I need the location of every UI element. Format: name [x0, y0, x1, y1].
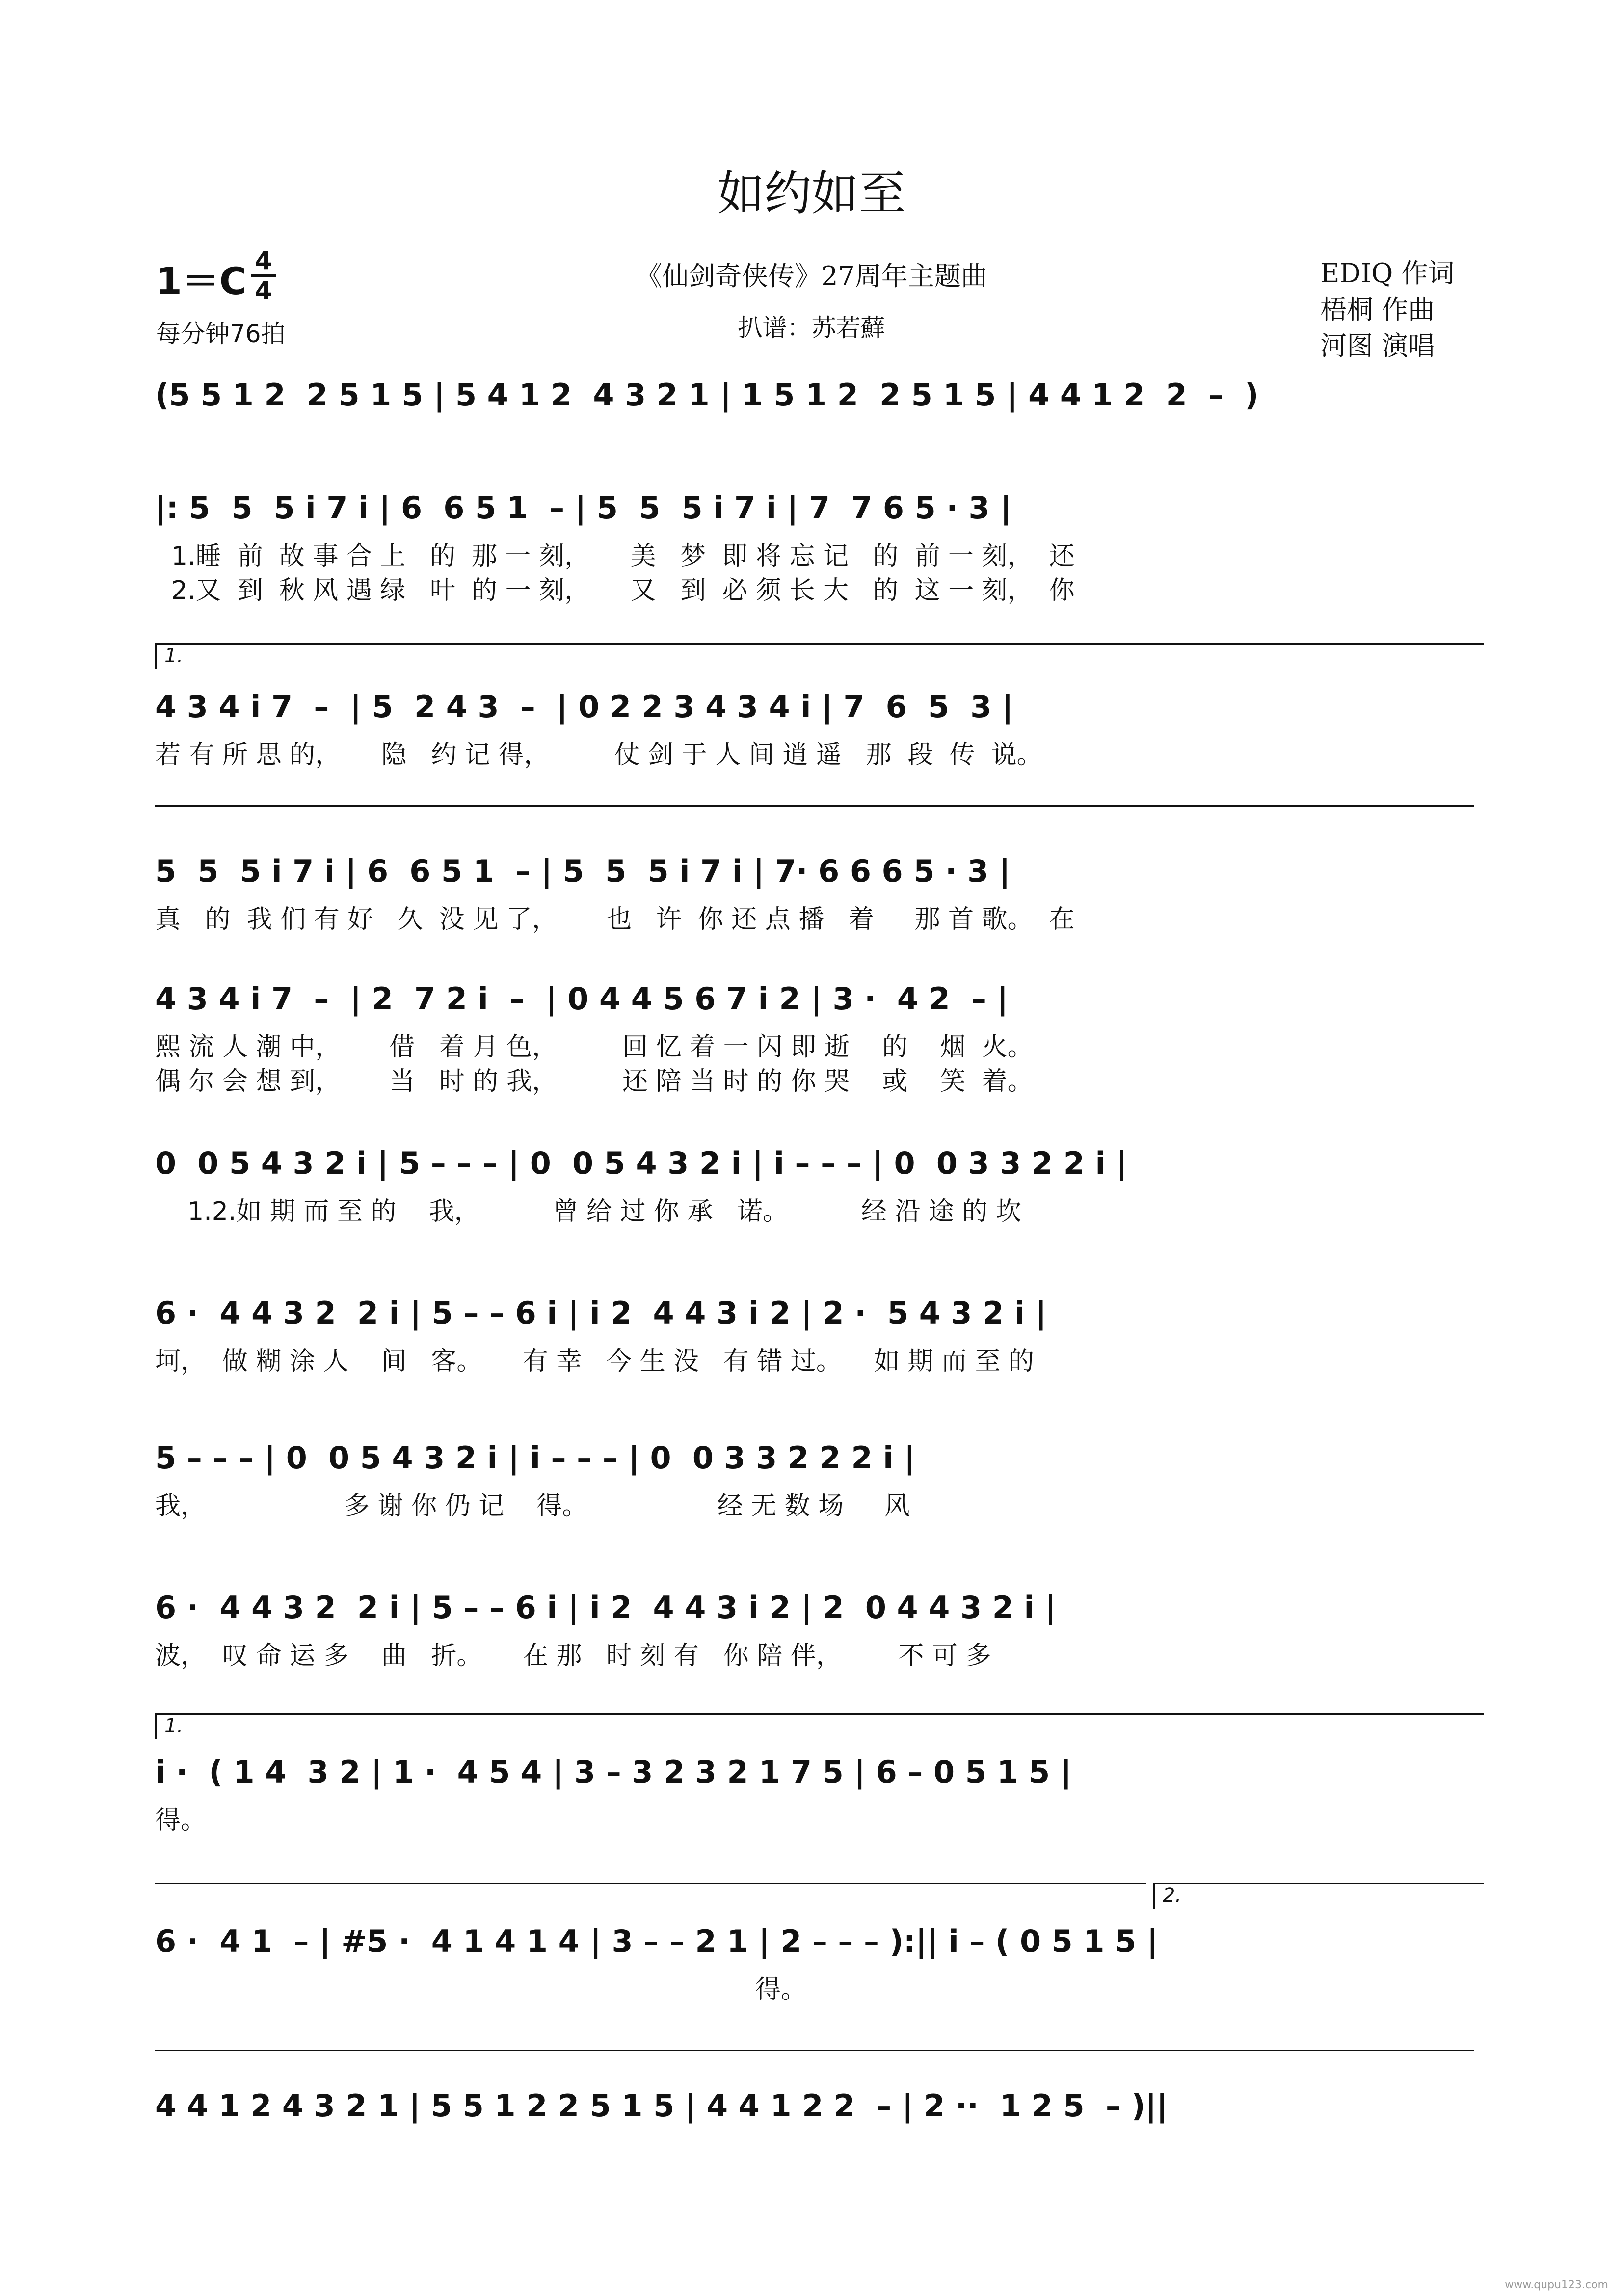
- score-system-8: [155, 1583, 1474, 1681]
- composer-credit: 梧桐 作曲: [1320, 294, 1435, 325]
- notation-line: 6 · 4 4 3 2 2 i | 5 – – 6 i | i 2 4 4 3 i 2 | 2 0 4 4 3 2 i |: [155, 1590, 1056, 1625]
- time-top: 4: [255, 246, 272, 275]
- score-system-9: [155, 1748, 1474, 1846]
- transcriber-credit: 扒谱：苏若蘚: [738, 314, 885, 342]
- volta-bracket-1: 1.: [155, 643, 1484, 669]
- singer-credit: 河图 演唱: [1320, 330, 1435, 361]
- lyric-verse-1: 坷， 做 糊 涂 人 间 客。 有 幸 今 生 没 有 错 过。 如 期 而 至 的: [155, 1347, 1035, 1376]
- notation-line: 0 0 5 4 3 2 i | 5 – – – | 0 0 5 4 3 2 i | i – – – | 0 0 3 3 2 2 i |: [155, 1145, 1127, 1181]
- score-system-intro: [155, 371, 1474, 425]
- notation-line: 5 – – – | 0 0 5 4 3 2 i | i – – – | 0 0 3 3 2 2 2 i |: [155, 1440, 915, 1476]
- tempo-marking: 每分钟76拍: [156, 320, 286, 348]
- time-bottom: 4: [255, 276, 272, 305]
- score-system-5: [155, 1139, 1474, 1237]
- notation-line: i · ( 1 4 3 2 | 1 · 4 5 4 | 3 – 3 2 3 2 1 7 5 | 6 – 0 5 1 5 |: [155, 1754, 1072, 1790]
- lyric-verse-1: 真 的 我 们 有 好 久 没 见 了， 也 许 你 还 点 播 着 那 首 歌。 在: [155, 905, 1075, 934]
- volta-bracket-second-ending: 2.: [1153, 1883, 1484, 1909]
- divider-line: [155, 1883, 1146, 1884]
- site-watermark: www.qupu123.com: [1505, 2279, 1608, 2291]
- lyric-verse-1: 熙 流 人 潮 中， 借 着 月 色， 回 忆 着 一 闪 即 逝 的 烟 火。: [155, 1032, 1033, 1062]
- score-system-outro: [155, 2081, 1474, 2155]
- lyric-verse-2: 偶 尔 会 想 到， 当 时 的 我， 还 陪 当 时 的 你 哭 或 笑 着。: [155, 1067, 1033, 1096]
- notation-line: 5 5 5 i 7 i | 6 6 5 1 – | 5 5 5 i 7 i | 7· 6 6 6 5 · 3 |: [155, 853, 1011, 889]
- score-system-10: [155, 1917, 1474, 2015]
- notation-line: |: 5 5 5 i 7 i | 6 6 5 1 – | 5 5 5 i 7 i | 7 7 6 5 · 3 |: [155, 490, 1011, 526]
- lyric-verse-1: 波， 叹 命 运 多 曲 折。 在 那 时 刻 有 你 陪 伴， 不 可 多: [155, 1641, 991, 1671]
- notation-line: 4 4 1 2 4 3 2 1 | 5 5 1 2 2 5 1 5 | 4 4 1 2 2 – | 2 ·· 1 2 5 – )||: [155, 2088, 1168, 2124]
- score-system-3: [155, 847, 1474, 945]
- song-subtitle: 《仙剑奇侠传》27周年主题曲: [636, 261, 987, 292]
- score-system-7: [155, 1433, 1474, 1532]
- divider-line: [155, 805, 1474, 807]
- lyric-verse-1: 1.2.如 期 而 至 的 我， 曾 给 过 你 承 诺。 经 沿 途 的 坎: [155, 1197, 1021, 1226]
- lyric-verse-1: 若 有 所 思 的， 隐 约 记 得， 仗 剑 于 人 间 逍 遥 那 段 传 说。: [155, 740, 1042, 770]
- notation-line: 6 · 4 4 3 2 2 i | 5 – – 6 i | i 2 4 4 3 i 2 | 2 · 5 4 3 2 i |: [155, 1295, 1047, 1331]
- lyric-verse-2: 2.又 到 秋 风 遇 绿 叶 的 一 刻， 又 到 必 须 长 大 的 这 一 刻， 你: [155, 576, 1075, 605]
- notation-line: 4 3 4 i 7 – | 5 2 4 3 – | 0 2 2 3 4 3 4 i | 7 6 5 3 |: [155, 689, 1013, 725]
- notation-line: (5 5 1 2 2 5 1 5 | 5 4 1 2 4 3 2 1 | 1 5 1 2 2 5 1 5 | 4 4 1 2 2 – ): [155, 377, 1259, 413]
- volta-bracket-2: 1.: [155, 1713, 1484, 1739]
- song-title: 如约如至: [717, 166, 906, 221]
- lyric-verse-1: 1.睡 前 故 事 合 上 的 那 一 刻， 美 梦 即 将 忘 记 的 前 一 刻， 还: [155, 541, 1075, 571]
- score-system-2: [155, 682, 1474, 781]
- lyric-verse-1: 我， 多 谢 你 仍 记 得。 经 无 数 场 风: [155, 1491, 910, 1521]
- key-signature: 1＝C: [156, 259, 247, 303]
- score-system-1: [155, 484, 1474, 606]
- notation-line: 6 · 4 1 – | #5 · 4 1 4 1 4 | 3 – – 2 1 | 2 – – – ):|| i – ( 0 5 1 5 |: [155, 1923, 1158, 1959]
- lyricist-credit: EDIQ 作词: [1320, 258, 1455, 289]
- credits-block: [1320, 255, 1454, 364]
- notation-line: 4 3 4 i 7 – | 2 7 2 i – | 0 4 4 5 6 7 i 2 | 3 · 4 2 – |: [155, 981, 1009, 1017]
- score-system-4: [155, 974, 1474, 1097]
- lyric-verse-1: 得。: [155, 1806, 207, 1835]
- lyric-verse-1: 得。: [155, 1975, 807, 2004]
- score-system-6: [155, 1289, 1474, 1387]
- divider-line: [155, 2050, 1474, 2051]
